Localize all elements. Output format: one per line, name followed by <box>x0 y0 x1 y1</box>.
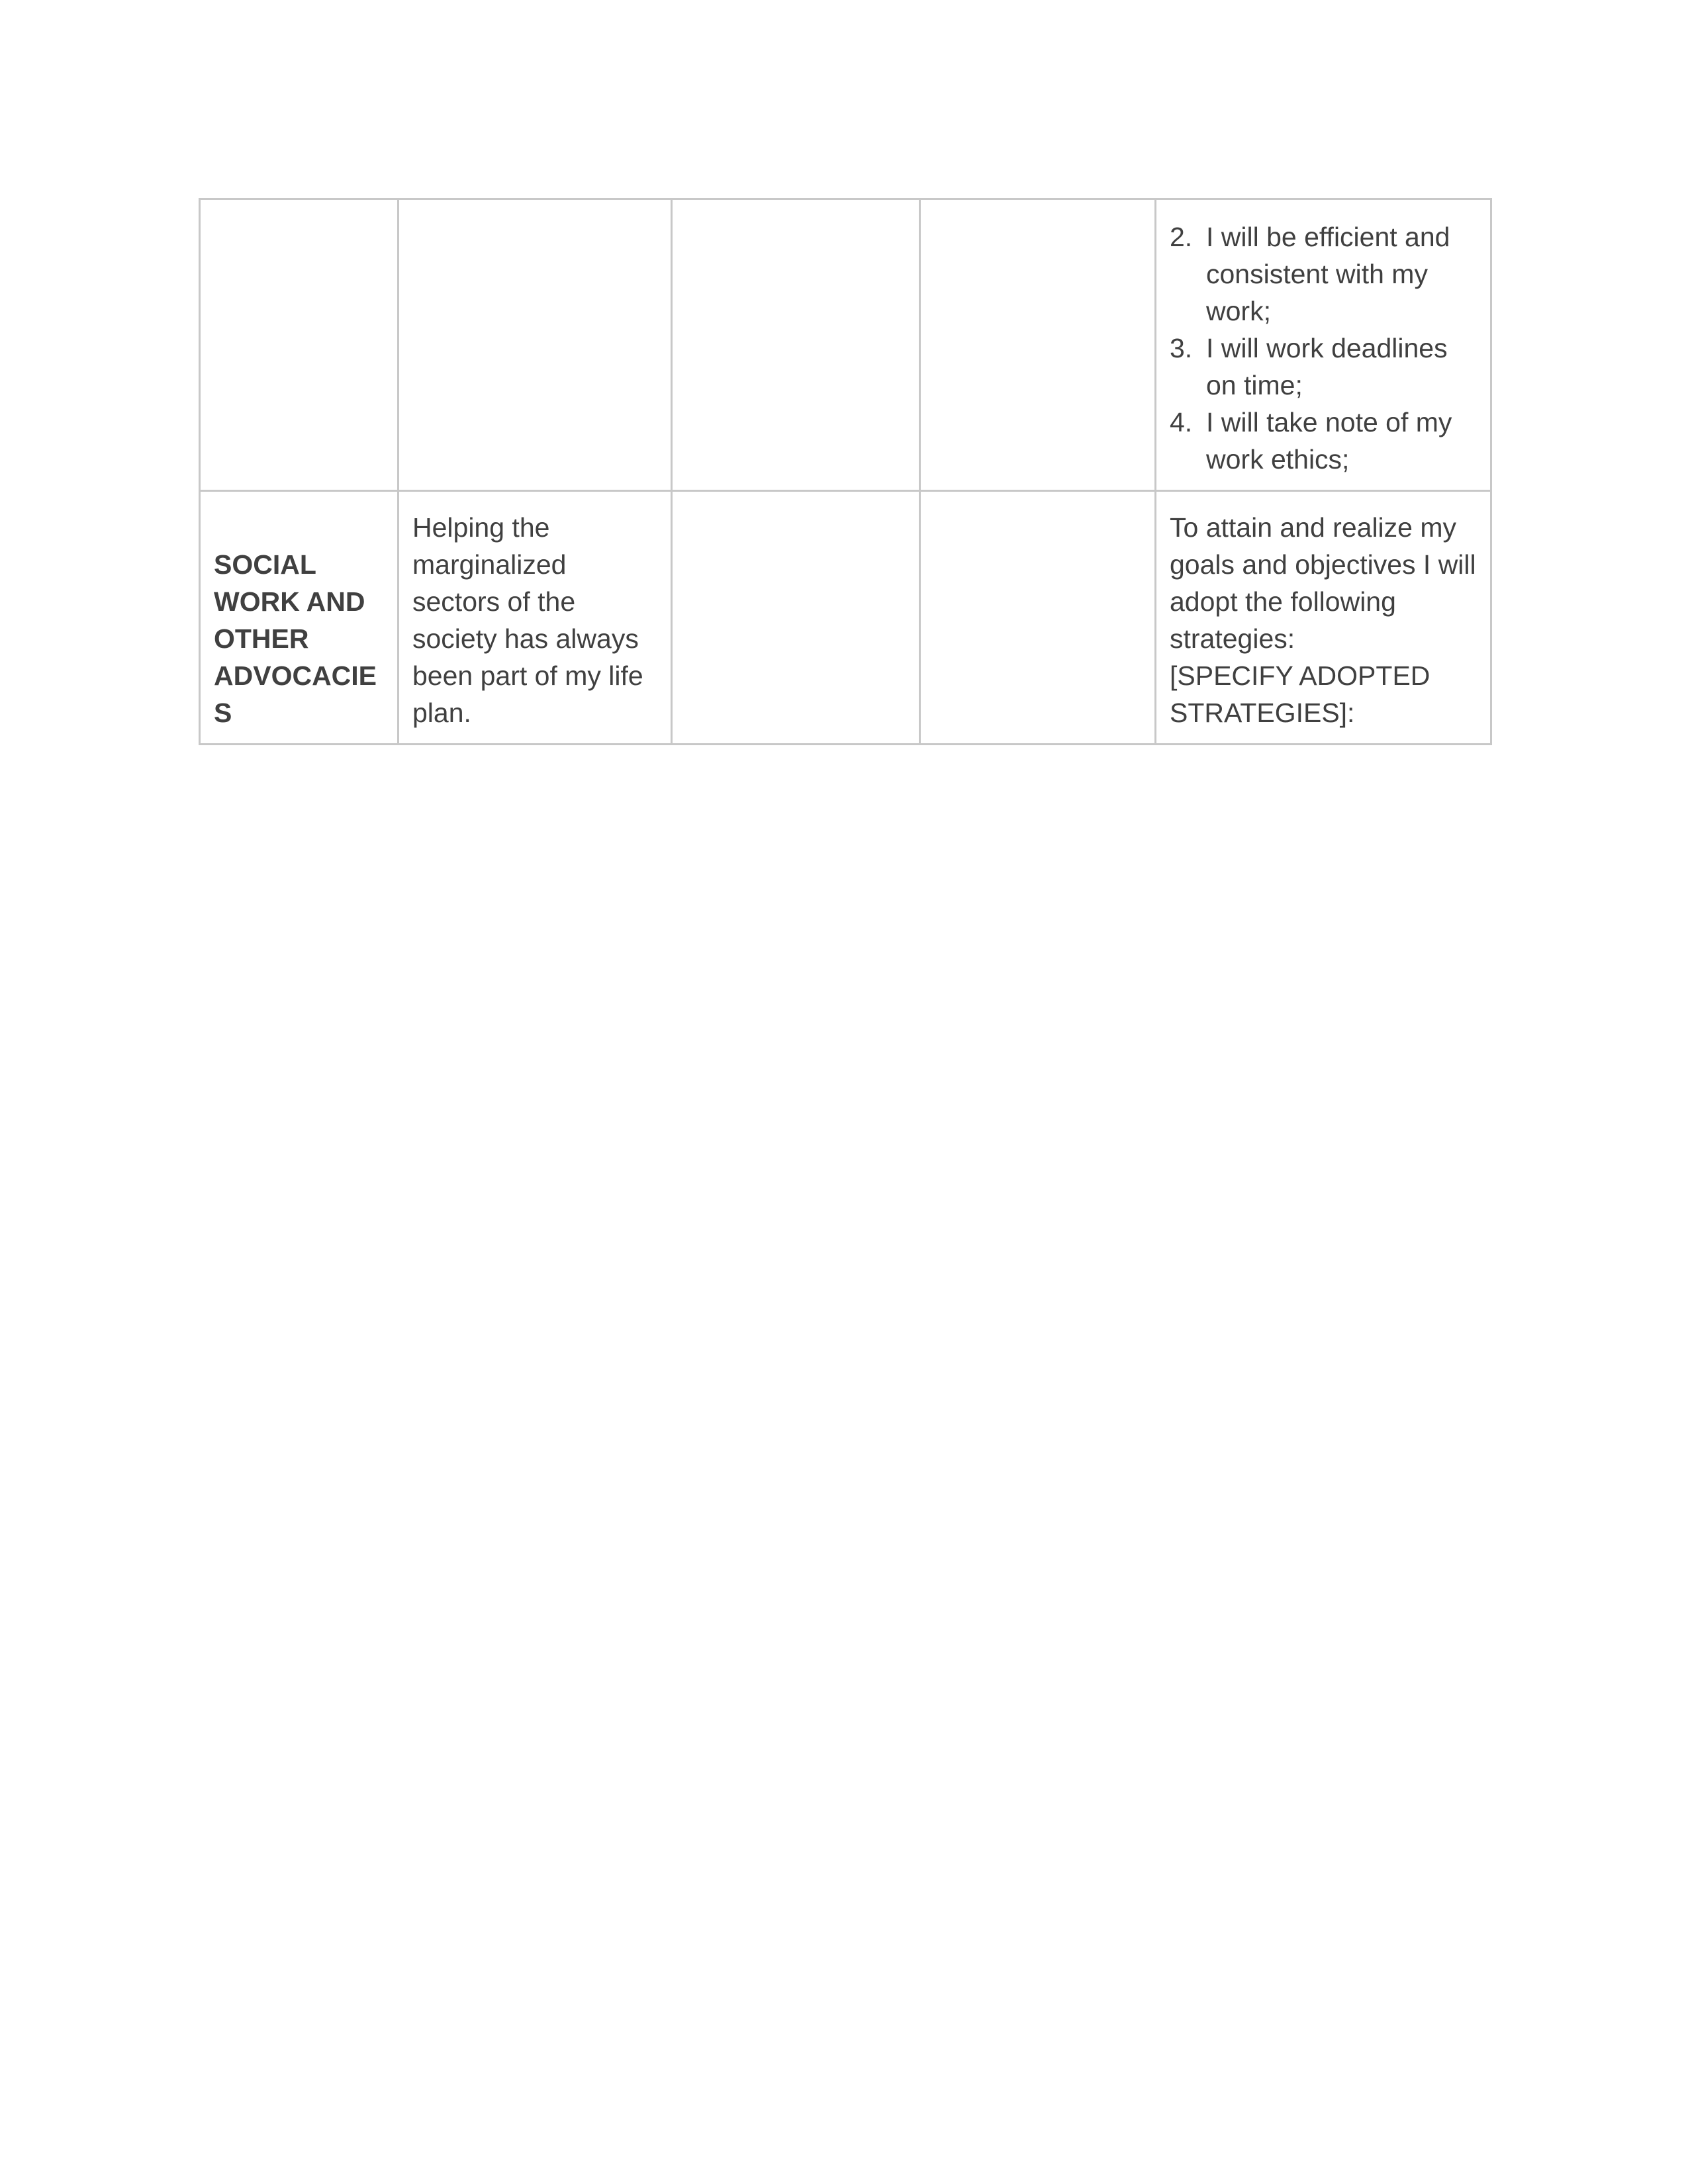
list-item <box>1170 404 1477 478</box>
list-item <box>1170 330 1477 404</box>
list-item-number: 4. <box>1170 407 1193 437</box>
list-item-text: I will work deadlines on time; <box>1206 333 1448 400</box>
list-item <box>1170 218 1477 330</box>
list-item-text: I will be efficient and consistent with my work; <box>1206 222 1450 326</box>
strategies-cell <box>1156 491 1491 745</box>
list-item-number: 3. <box>1170 333 1193 363</box>
action-plan-cell <box>1156 199 1491 491</box>
table-cell-empty <box>200 199 399 491</box>
table-cell-empty <box>920 491 1156 745</box>
table-row <box>200 491 1491 745</box>
category-cell <box>200 491 399 745</box>
table-row <box>200 199 1491 491</box>
strategies-intro: To attain and realize my goals and objectives I will adopt the following strategies: <box>1170 512 1476 654</box>
action-list <box>1170 218 1477 478</box>
table-cell-empty <box>399 199 672 491</box>
table-cell-empty <box>920 199 1156 491</box>
description-cell <box>399 491 672 745</box>
category-label: SOCIAL WORK AND OTHER ADVOCACIES <box>214 549 377 728</box>
strategies-placeholder: [SPECIFY ADOPTED STRATEGIES]: <box>1170 660 1430 728</box>
life-plan-table <box>199 198 1492 745</box>
description-text: Helping the marginalized sectors of the society has always been part of my life plan. <box>412 512 643 728</box>
table-cell-empty <box>672 199 920 491</box>
table-cell-empty <box>672 491 920 745</box>
list-item-number: 2. <box>1170 222 1193 252</box>
list-item-text: I will take note of my work ethics; <box>1206 407 1452 475</box>
